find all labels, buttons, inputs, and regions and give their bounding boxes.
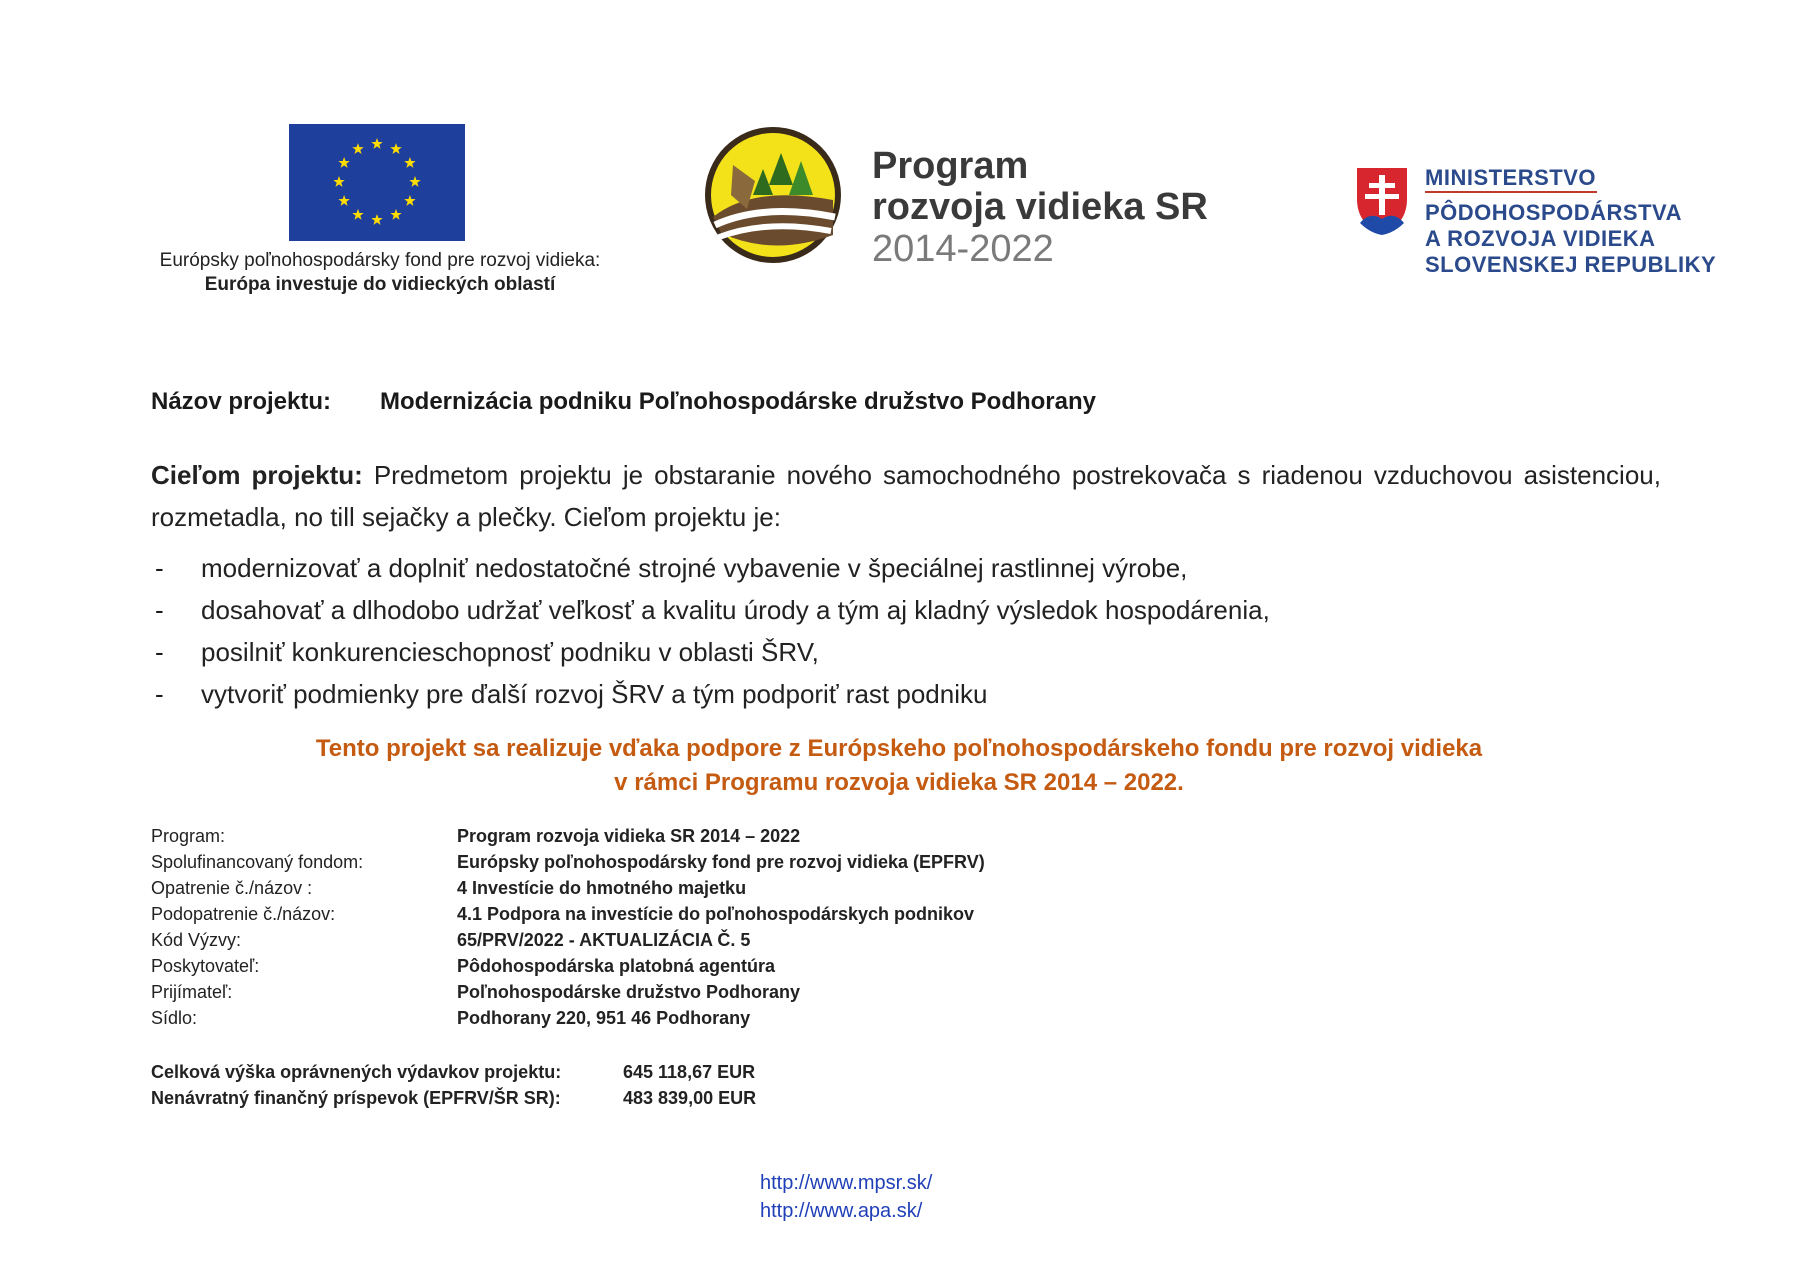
link-mpsr[interactable]: http://www.mpsr.sk/ (760, 1172, 933, 1194)
finance-value: 483 839,00 EUR (623, 1088, 757, 1108)
detail-value: Európsky poľnohospodársky fond pre rozvoj vidieka (EPFRV) (457, 852, 985, 872)
funding-statement-line1: Tento projekt sa realizuje vďaka podpore z Európskeho poľnohospodárskeho fondu pre rozvoj vidieka (315, 735, 1483, 762)
detail-value: 4.1 Podpora na investície do poľnohospodárskych podnikov (457, 904, 975, 924)
link-apa[interactable]: http://www.apa.sk/ (760, 1200, 923, 1222)
goal-bullet: modernizovať a doplniť nedostatočné strojné vybavenie v špeciálnej rastlinnej výrobe, (201, 553, 1188, 583)
detail-label: Poskytovateľ: (151, 956, 260, 976)
goal-bullet: dosahovať a dlhodobo udržať veľkosť a kvalitu úrody a tým aj kladný výsledok hospodárenia, (201, 595, 1270, 625)
ministry-name-line2: PÔDOHOSPODÁRSTVA (1425, 200, 1682, 225)
prv-title-line1: Program (872, 145, 1029, 187)
ministry-name-line1: MINISTERSTVO (1425, 165, 1597, 190)
detail-label: Spolufinancovaný fondom: (151, 852, 364, 872)
detail-label: Opatrenie č./názov : (151, 878, 313, 898)
eu-flag-icon (289, 124, 465, 241)
detail-value: 65/PRV/2022 - AKTUALIZÁCIA Č. 5 (457, 930, 751, 950)
eu-fund-slogan: Európa investuje do vidieckých oblastí (204, 274, 556, 295)
bullet-marker: - (155, 553, 164, 583)
bullet-marker: - (155, 637, 164, 667)
prv-emblem-icon (703, 125, 843, 265)
detail-value: 4 Investície do hmotného majetku (457, 878, 747, 898)
finance-label: Nenávratný finančný príspevok (EPFRV/ŠR SR): (151, 1088, 561, 1108)
detail-label: Program: (151, 826, 226, 846)
prv-title-line2: rozvoja vidieka SR (872, 186, 1208, 228)
detail-label: Sídlo: (151, 1008, 198, 1028)
finance-label: Celková výška oprávnených výdavkov projektu: (151, 1062, 562, 1082)
bullet-marker: - (155, 679, 164, 709)
detail-label: Podopatrenie č./názov: (151, 904, 336, 924)
detail-value: Program rozvoja vidieka SR 2014 – 2022 (457, 826, 801, 846)
ministry-name-line4: SLOVENSKEJ REPUBLIKY (1425, 252, 1717, 277)
goal-bullet: posilniť konkurencieschopnosť podniku v oblasti ŠRV, (201, 637, 819, 667)
project-name-value: Modernizácia podniku Poľnohospodárske družstvo Podhorany (380, 388, 1096, 415)
detail-label: Kód Výzvy: (151, 930, 242, 950)
detail-label: Prijímateľ: (151, 982, 233, 1002)
ministry-divider (1425, 191, 1597, 193)
funding-statement-line2: v rámci Programu rozvoja vidieka SR 2014 – 2022. (614, 769, 1184, 796)
project-name-label: Názov projektu: (151, 388, 332, 415)
project-goal-text: Predmetom projektu je obstaranie nového samochodného postrekovača s riadenou vzduchovou asistenciou, rozmetadla, no till sejačky a plečky. Cieľom projektu je: (151, 460, 1661, 532)
detail-value: Podhorany 220, 951 46 Podhorany (457, 1008, 751, 1028)
finance-value: 645 118,67 EUR (623, 1062, 756, 1082)
slovak-coat-of-arms-icon (1354, 165, 1410, 237)
detail-value: Poľnohospodárske družstvo Podhorany (457, 982, 800, 1002)
project-goal-label: Cieľom projektu: (151, 460, 363, 490)
prv-period: 2014-2022 (872, 228, 1054, 270)
eu-fund-caption: Európsky poľnohospodársky fond pre rozvoj vidieka: (159, 250, 601, 271)
bullet-marker: - (155, 595, 164, 625)
project-goal (151, 454, 1661, 538)
goal-bullet: vytvoriť podmienky pre ďalší rozvoj ŠRV a tým podporiť rast podniku (201, 679, 988, 709)
detail-value: Pôdohospodárska platobná agentúra (457, 956, 776, 976)
ministry-name-line3: A ROZVOJA VIDIEKA (1425, 226, 1656, 251)
